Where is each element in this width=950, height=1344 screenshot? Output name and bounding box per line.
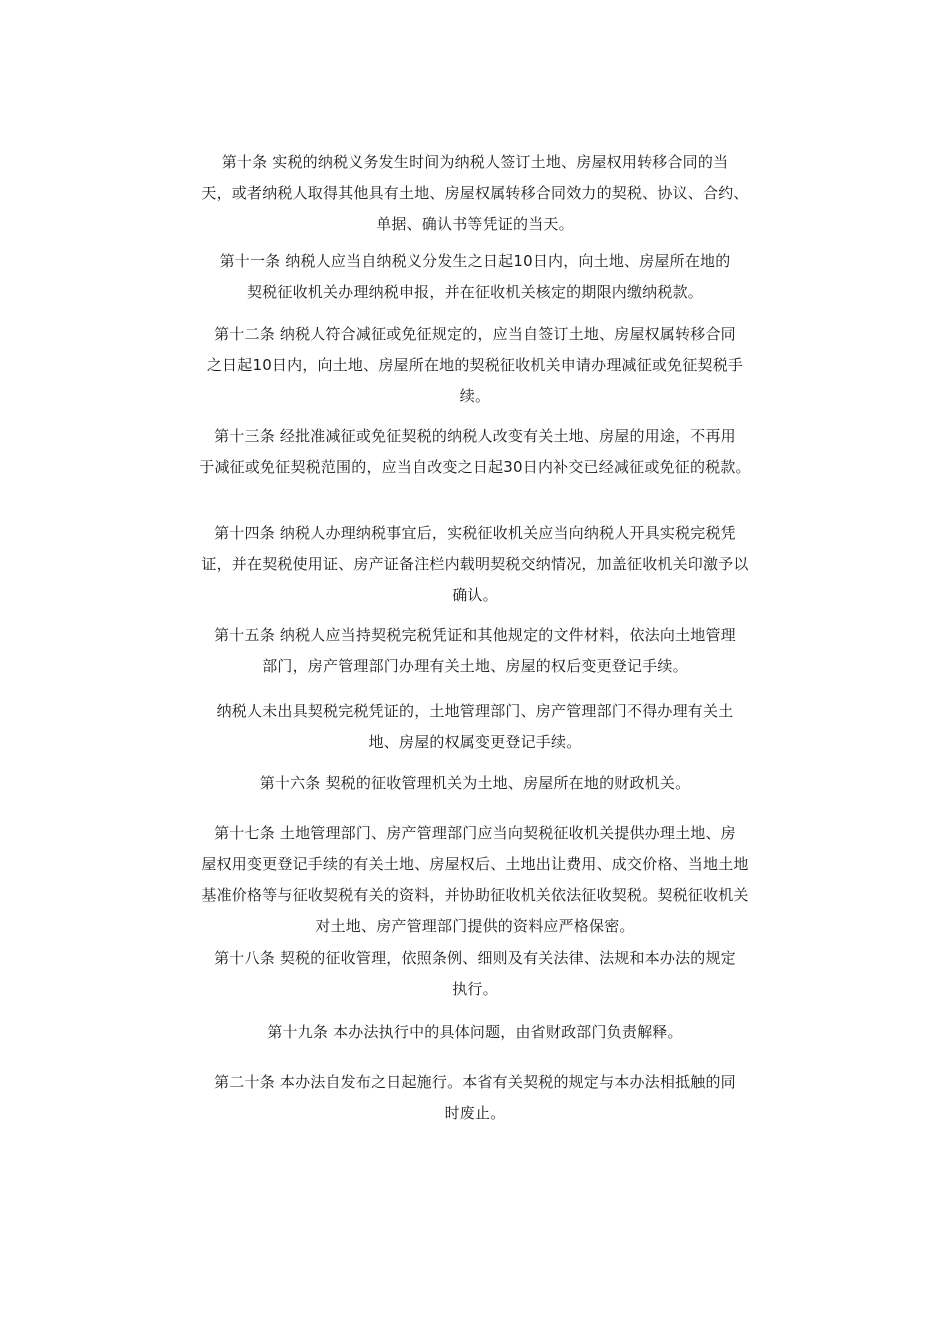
text-line: 基准价格等与征收契税有关的资料，并协助征收机关依法征收契税。契税征收机关 (201, 886, 749, 904)
text-line: 对土地、房产管理部门提供的资料应严格保密。 (315, 917, 635, 935)
text-line: 地、房屋的权属变更登记手续。 (368, 733, 582, 751)
text-line: 第十八条 契税的征收管理，依照条例、细则及有关法律、法规和本办法的规定 (214, 949, 736, 967)
text-line: 纳税人未出具契税完税凭证的，土地管理部门、房产管理部门不得办理有关土 (216, 702, 734, 720)
text-line: 于减征或免征契税范围的，应当自改变之日起30日内补交已经减征或免征的税款。 (199, 458, 751, 476)
text-line: 第十六条 契税的征收管理机关为土地、房屋所在地的财政机关。 (259, 774, 691, 792)
article-15 (150, 620, 800, 682)
article-18 (150, 943, 800, 1005)
text-line: 证，并在契税使用证、房产证备注栏内载明契税交纳情况，加盖征收机关印激予以 (201, 555, 749, 573)
text-line: 时废止。 (444, 1104, 506, 1122)
article-16 (150, 768, 800, 799)
text-line: 第十九条 本办法执行中的具体问题，由省财政部门负责解释。 (267, 1023, 683, 1041)
article-11 (150, 246, 800, 308)
text-line: 第十三条 经批准减征或免征契税的纳税人改变有关土地、房屋的用途，不再用 (214, 427, 736, 445)
text-line: 第二十条 本办法自发布之日起施行。本省有关契税的规定与本办法相抵触的同 (214, 1073, 736, 1091)
article-19 (150, 1017, 800, 1048)
text-line: 之日起10日内，向土地、房屋所在地的契税征收机关申请办理减征或免征契税手 (206, 356, 744, 374)
text-line: 执行。 (452, 980, 498, 998)
text-line: 第十四条 纳税人办理纳税事宜后，实税征收机关应当向纳税人开具实税完税凭 (214, 524, 736, 542)
text-line: 第十七条 土地管理部门、房产管理部门应当向契税征收机关提供办理土地、房 (214, 824, 736, 842)
article-20 (150, 1067, 800, 1129)
article-12 (150, 319, 800, 412)
article-14 (150, 518, 800, 611)
text-line: 天，或者纳税人取得其他具有土地、房屋权属转移合同效力的契税、协议、合约、 (201, 184, 749, 202)
article-15-clause (150, 696, 800, 758)
text-line: 第十五条 纳税人应当持契税完税凭证和其他规定的文件材料，依法向土地管理 (214, 626, 736, 644)
article-10 (150, 147, 800, 240)
text-line: 第十条 实税的纳税义务发生时间为纳税人签订土地、房屋权用转移合同的当 (221, 153, 729, 171)
text-line: 部门，房产管理部门办理有关土地、房屋的权后变更登记手续。 (262, 657, 688, 675)
text-line: 续。 (459, 387, 491, 405)
article-13 (150, 421, 800, 483)
text-line: 第十二条 纳税人符合减征或免征规定的，应当自签订土地、房屋权属转移合同 (214, 325, 736, 343)
text-line: 第十一条 纳税人应当自纳税义分发生之日起10日内，向土地、房屋所在地的 (219, 252, 731, 270)
text-line: 确认。 (452, 586, 498, 604)
text-line: 单据、确认书等凭证的当天。 (376, 215, 574, 233)
text-line: 屋权用变更登记手续的有关土地、房屋权后、土地出让费用、成交价格、当地土地 (201, 855, 749, 873)
text-line: 契税征收机关办理纳税申报，并在征收机关核定的期限内缴纳税款。 (246, 283, 703, 301)
article-17 (150, 818, 800, 942)
